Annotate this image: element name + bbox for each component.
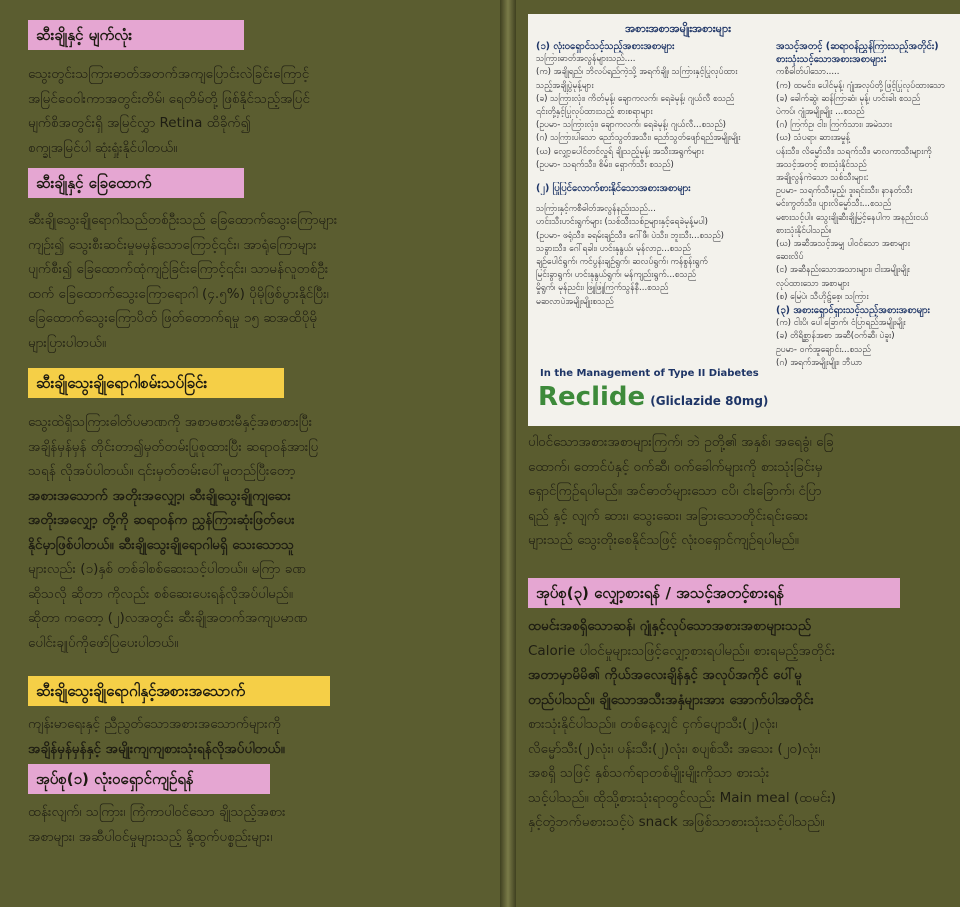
- text-line: ကစီဓါတ်ပါသော.....: [776, 67, 840, 78]
- text-line: စက္ခုအမြင်ပါ ဆုံးရှုံးနိုင်ပါတယ်။: [28, 139, 178, 156]
- text-line: တည်ပါသည်။ ချိုသောအသီးအနှံများအား အောက်ပါအတိုင်း: [528, 691, 814, 708]
- section-heading-group1: အုပ်စု(၁) လုံးဝရှောင်ကျဉ်ရန်: [28, 764, 270, 794]
- insert-left-column: [536, 40, 768, 309]
- text-line: စားသုံးနိုင်ပါသည်။: [776, 225, 832, 236]
- text-line: (ဥပမာ- ဖရုံသီး၊ ခရမ်းချဉ်သီး၊ ဂေါ်ဖီ၊ ပဲသီး၊ ဘူးသီး...စသည်): [536, 230, 724, 241]
- text-line: ဥပမာ- သရက်သီးမှည့်၊ ဒူးရင်းသီး၊ နာနတ်သီး: [776, 186, 913, 197]
- text-line: (က) ငါးပိ၊ ပေါ်ခြောက်၊ ငံပြာရည်အမျိုးမျိုး: [776, 318, 906, 329]
- text-line: ခြေထောက်သွေးကြောပိတ် ဖြတ်တောက်ရမှု ၁၅ ဆအထိပိုမို: [28, 310, 318, 326]
- section-body-testing: [28, 410, 486, 655]
- text-line: (င) အဆီနည်းသောအသားများ၊ ငါးအမျိုးမျိုး: [776, 265, 910, 276]
- text-line: မဆလာပဲအမျိုးမျိုးစသည်: [536, 296, 614, 307]
- right-page: [516, 0, 960, 907]
- text-line: ဆေးလိပ်: [776, 252, 804, 263]
- text-line: ၎င်းတို့နှင့်ပြုလုပ်ထားသည့် စားစရာများ: [536, 107, 653, 118]
- text-line: သင့်ပါသည်။ ထိုသို့စားသုံးရာတွင်လည်း Main meal (ထမင်း): [528, 789, 837, 806]
- text-line: ချဉ်ပေါင်ရွက်၊ ကင်ပွန်းချဉ်ရွက်၊ ဆလပ်ရွက်၊ ကန်စွန်းရွက်: [536, 257, 708, 268]
- text-line: (ဂ) ကြက်ဥ၊ ငါး၊ ကြက်သား၊ အမဲသား: [776, 120, 892, 131]
- section-body-group3: [528, 614, 958, 835]
- text-line: များသည် သွေးတိုးစေနိုင်သဖြင့် လုံးဝရှောင်ကျဉ်ရပါမည်။: [528, 532, 799, 548]
- text-line: မျက်စိအတွင်းရှိ အမြင်လွှာ Retina ထိခိုက်၍: [28, 115, 251, 131]
- insert-title: အစားအစာအမျိုးအစားများ: [625, 22, 731, 35]
- text-line: ထက် ခြေထောက်သွေးကြောရောဂါ (၄.၅%) ပိုမိုဖြစ်ပွားနိုင်ပြီး၊: [28, 285, 329, 302]
- text-line: (က) ထမင်း၊ ပေါင်မုန့်၊ ဂျုံအလုပ်တို့ဖြင့်ပြုလုပ်ထားသော: [776, 80, 946, 91]
- text-line: ပန်းသီး၊ လိမ္မော်သီး၊ သရက်သီး၊ မာလကာသီးများကို: [776, 146, 932, 157]
- text-line: Calorie ပါဝင်မှုများသဖြင့်လျှော့စားရပါမည်။ စားရမည့်အတိုင်း: [528, 642, 836, 659]
- text-line: စားသုံးနိုင်ပါသည်။ တစ်နေ့လျှင် ငှက်ပျောသီး(၂)လုံး၊: [528, 716, 778, 732]
- text-line: ဆီးချိုသွေးချိုရောဂါသည်တစ်ဦးသည် ခြေထောက်သွေးကြောများ: [28, 212, 338, 228]
- text-line: (ဃ) သံပရာ၊ ဆားအမှုန့်: [776, 133, 851, 144]
- text-line: လိမ္မော်သီး(၂)လုံး၊ ပန်းသီး(၂)လုံး၊ စပျစ်သီး အသေး (၂၀)လုံး၊: [528, 740, 821, 757]
- text-line: မြင်းခွာရွက်၊ ဟင်းနုနွယ်ရွက်၊ မန်ကျည်းရွက်...စသည်: [536, 270, 696, 281]
- text-line: အစားအသောက် အတိုးအလျှော့၊ ဆီးချိုသွေးချိုကျဆေး: [28, 487, 291, 504]
- brand-tagline: In the Management of Type II Diabetes: [540, 368, 759, 379]
- text-line: မစားသင့်ပါ။ သွေးချိုဆီးချိုမြင့်နေပါက အနည်းငယ်: [776, 212, 929, 223]
- text-line: အစာများ၊ အဆီပါဝင်မှုများသည့် နို့ထွက်ပစ္စည်းများ၊: [28, 828, 273, 845]
- brand-dose: (Gliclazide 80mg): [650, 394, 769, 408]
- insert-subheading: (၂) ပြုပြင်လောက်စားနိုင်သောအစားအစာများ: [536, 183, 691, 195]
- text-line: နိုင်မှာဖြစ်ပါတယ်။ ဆီးချိုသွေးချိုရောဂါမရှိ သေးသောသူ: [28, 536, 295, 553]
- section-body-feet: [28, 208, 486, 355]
- text-line: သကြားဓာတ်အလွန်များသည်....: [536, 54, 636, 65]
- text-line: လုပ်ထားသော အစာများ: [776, 278, 850, 289]
- text-line: ထန်းလျက်၊ သကြား၊ ကြံကာပါဝင်သော ချိုသည့်အစား: [28, 804, 286, 820]
- text-line: နှင့်တွဲဘက်မစားသင့်ပဲ snack အဖြစ်သာစားသုံးသင့်ပါသည်။: [528, 814, 825, 830]
- text-line: အချိန်မှန်မှန်နှင့် အမျိုးကျကျစားသုံးရန်လိုအပ်ပါတယ်။: [28, 740, 285, 757]
- text-line: (ခ) သကြားလုံး၊ ကိတ်မုန့်၊ ချောကလက်၊ ရေခဲမုန့်၊ ဂျယ်လီ စသည်: [536, 93, 735, 104]
- text-line: သွေးတွင်းသကြားဓာတ်အတက်အကျပြောင်းလဲခြင်းကြောင့်: [28, 66, 310, 82]
- page-fold: [500, 0, 516, 907]
- text-line: သကြားနှင့်ကစီဓါတ်အလွန်နည်းသည်...: [536, 204, 656, 215]
- text-line: သခွားသီး၊ ဂေါ်ရခါး၊ ဟင်းနုနွယ်၊ မုန်လာဥ...စသည်: [536, 243, 691, 254]
- text-line: ထောက်၊ တောင်ပံနှင့် ဝက်ဆီ၊ ဝက်ခေါက်များကို စားသုံးခြင်းမှ: [528, 458, 823, 475]
- section-heading-diet: ဆီးချိုသွေးချိုရောဂါနှင့်အစားအသောက်: [28, 676, 330, 706]
- brand-name: Reclide: [538, 382, 646, 412]
- insert-subheading: စားသုံးသင့်သောအစားအစာများ:: [776, 54, 887, 66]
- text-line: (ခ) တိရိစ္ဆာန်အစာ အဆီ(ဝက်ဆီ၊ ပဲခူး): [776, 331, 895, 342]
- text-line: ပဲကပ်၊ ဂျုံအမျိုးမျိုး ...စသည်: [776, 107, 865, 118]
- section-body-group1: [28, 800, 486, 849]
- text-line: (ဃ) လျှော့ပေါင်တင်လှူရ် ချိုသည့်မုန့်၊ အသီးအရွက်များ: [536, 146, 704, 157]
- text-line: ကျဉ်း၍ သွေးစီးဆင်းမှုမမှန်သောကြောင့်၎င်း၊ အာရုံကြောများ: [28, 236, 317, 253]
- text-line: (စ) မြေပဲ၊ သီဟိုဠ်စေ့၊ သကြား: [776, 291, 869, 302]
- text-line: အတာမှာမိမိ၏ ကိုယ်အလေးချိန်နှင့် အလုပ်အကိုင် ပေါ်မူ: [528, 667, 802, 683]
- text-line: ကျန်းမာရေးနှင့် ညီညွတ်သောအစားအသောက်များကို: [28, 716, 281, 732]
- text-line: အတိုးအလျှော့ တို့ကို ဆရာဝန်က ညွှန်ကြားဆုံးဖြတ်ပေး: [28, 512, 295, 528]
- section-heading-feet: ဆီးချိုနှင့် ခြေထောက်: [28, 168, 244, 198]
- text-line: သရန် လိုအပ်ပါတယ်။ ၎င်းမှတ်တမ်းပေါ်မူတည်ပြီးတော့: [28, 463, 296, 479]
- section-heading-eyes: ဆီးချိုနှင့် မျက်လုံး: [28, 20, 244, 50]
- text-line: ရည် နှင့် လျက် ဆား၊ သွေးဆေး၊ အခြားသောတိုင်းရင်းဆေး: [528, 507, 809, 524]
- text-line: (ဂ) သကြားပါသော ညော်သွတ်အသီး၊ ညော်သွတ်ဖျော်ရည်အမျိုးမျိုး: [536, 133, 741, 144]
- text-line: အချိန်မှန်မှန် တိုင်းတာ၍မှတ်တမ်းပြုစုထားပြီး ဆရာဝန်အားပြ: [28, 438, 319, 455]
- brand-logo: [538, 382, 768, 412]
- text-line: ပါဝင်သောအစားအစာများကြက်၊ ဘဲ ဥတို့၏ အနှစ်၊ အရေခွံ၊ ခြေ: [528, 434, 834, 450]
- insert-right-column: [776, 40, 960, 370]
- text-line: ပျက်စီး၍ ခြေထောက်ထုံကျဉ်ခြင်းကြောင့်၎င်း၊ သာမန်လူတစ်ဦး: [28, 261, 329, 277]
- section-body-diet: [28, 712, 486, 761]
- text-line: အသင့်အတင့် စားသုံးနိုင်သည်: [776, 159, 867, 170]
- text-line: ဟင်းသီးဟင်းရွက်များ (သစ်သီးသစ်ဥများနှင့်ရေခဲမုန့်မပါ): [536, 217, 708, 228]
- text-line: (ဥပမာ- သကြားလုံး၊ ချောကလက်၊ ရေခဲမုန့်၊ ဂျယ်လီ...စသည်): [536, 120, 726, 131]
- continuation-body: [528, 430, 958, 553]
- text-line: (က) အချိုရည်၊ ဘိလပ်ရည်ကဲ့သို့ အရက်ချို၊ သကြားနှင့်ပြုလုပ်ထား: [536, 67, 738, 78]
- text-line: ဆိုသလို ဆိုတာ ကိုလည်း စစ်ဆေးပေးရန်လိုအပ်ပါမည်။: [28, 585, 294, 602]
- text-line: အမြင်ဝေဝါးကာအတွင်းတိမ်၊ ရေတိမ်တို့ ဖြစ်နိုင်သည့်အပြင်: [28, 90, 310, 107]
- insert-subheading: အသင့်အတင့် (ဆရာဝန်ညွှန်ကြားသည့်အတိုင်း): [776, 41, 939, 52]
- text-line: များလည်း (၁)နှစ် တစ်ခါစစ်ဆေးသင့်ပါတယ်။ မကြာ ခဏ: [28, 561, 306, 577]
- text-line: သည့်အချိုပွဲမုန့်များ: [536, 80, 594, 91]
- insert-subheading: (၁) လုံးဝရှောင်သင့်သည့်အစားအစာများ: [536, 41, 675, 52]
- text-line: အစရှိ သဖြင့် နှစ်သက်ရာတစ်မျိုးမျိုးကိုသာ စားသုံး: [528, 765, 770, 781]
- text-line: ပေါင်းချုပ်ကိုဖော်ပြပေးပါတယ်။: [28, 634, 179, 651]
- section-heading-testing: ဆီးချိုသွေးချိုရောဂါစမ်းသပ်ခြင်း: [28, 368, 284, 398]
- text-line: ရှောင်ကြဉ်ရပါမည်။ အင်ဓာတ်များသော ငပိ၊ ငါးခြောက်၊ ငံပြာ: [528, 483, 822, 499]
- text-line: ဆိုတာ ကတော့ (၂)လအတွင်း ဆီးချိုအတက်အကျပမာဏ: [28, 610, 308, 626]
- text-line: မင်းကွတ်သီး၊ ပျားလိမ္မော်သီး...စသည်: [776, 199, 892, 210]
- text-line: အချိုလွန်ကဲသော သစ်သီးများ:: [776, 173, 869, 184]
- text-line: ထမင်းအစရှိသောဆန်၊ ဂျုံနှင့်လုပ်သောအစားအစာများသည်: [528, 618, 812, 634]
- text-line: ဥပမာ- ဝက်အူချောင်း...စသည်: [776, 344, 871, 355]
- text-line: (ဂ) အရက်အမျိုးမျိုး၊ ဘီယာ: [776, 357, 863, 368]
- text-line: (ဃ) အဆီအသင့်အမျှ ပါဝင်သော အစာများ: [776, 239, 910, 250]
- reclide-insert-card: [528, 14, 960, 426]
- text-line: (ခ) ခေါက်ဆွဲ၊ ဆန်ကြာဆံ၊ မုန့်၊ ဟင်းခါး စသည်: [776, 93, 921, 104]
- text-line: မှိုရွက်၊ မုန်ညင်း၊ ဖြူဖြူကြက်သွန်နီ...စသည်: [536, 283, 669, 294]
- text-line: သွေးထဲရှိသကြားဓါတ်ပမာဏကို အစာမစားမီနှင့်အစာစားပြီး: [28, 414, 313, 430]
- insert-subheading: (၃) အစားရှောင်ရှားသင့်သည့်အစားအစာများ: [776, 305, 930, 317]
- section-body-eyes: [28, 62, 478, 160]
- text-line: (ဥပမာ- သရက်သီး၊ စိမ်း၊ ရှောက်သီး စသည်): [536, 159, 674, 170]
- section-heading-group3: အုပ်စု(၃) လျှော့စားရန် / အသင့်အတင့်စားရန်: [528, 578, 900, 608]
- text-line: များပြားပါတယ်။: [28, 334, 107, 351]
